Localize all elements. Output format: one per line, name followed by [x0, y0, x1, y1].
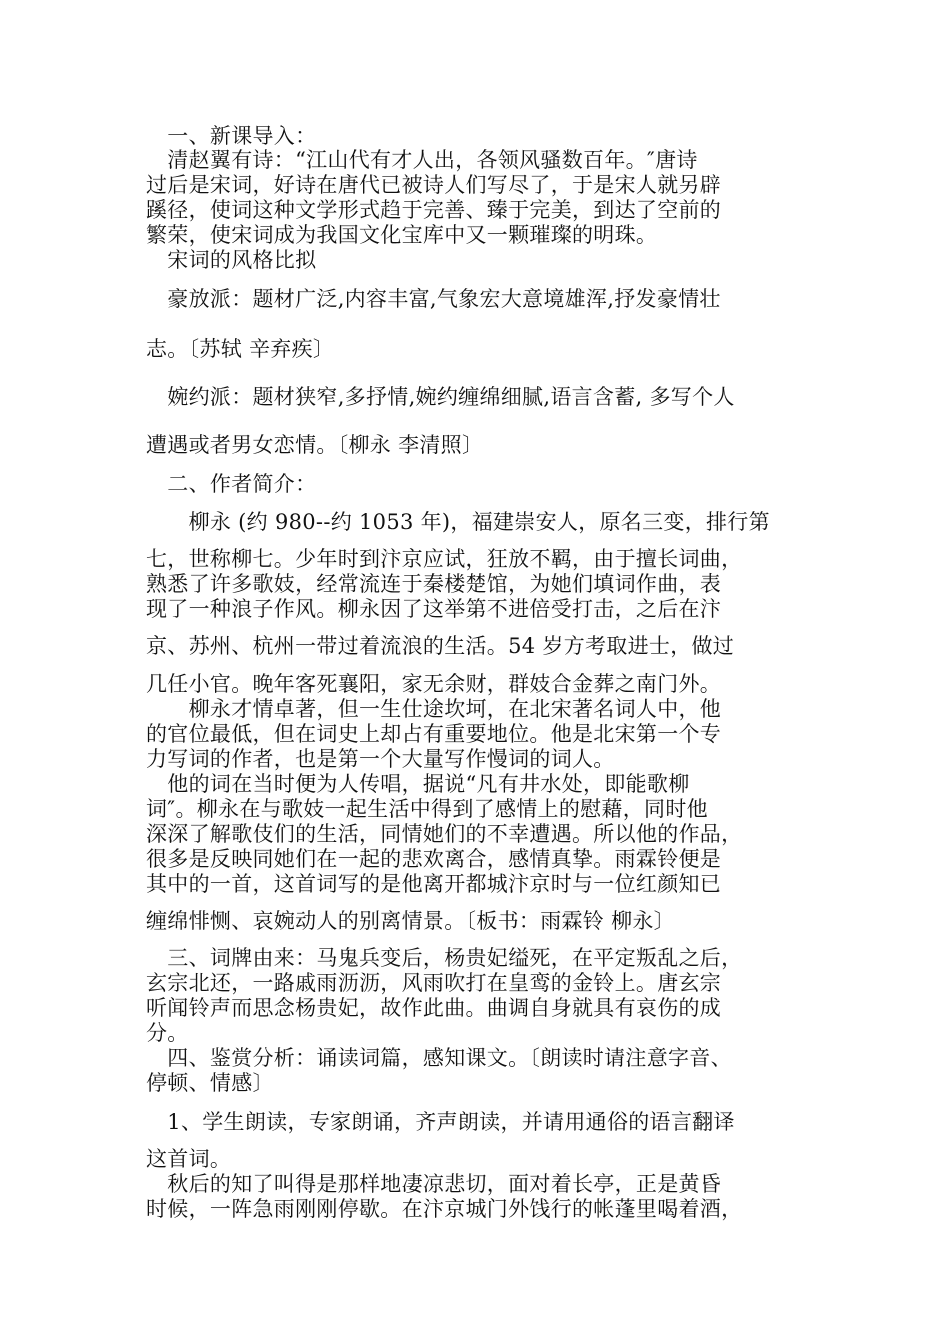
text-line: 繁荣，使宋词成为我国文化宝库中又一颗璀璨的明珠。 — [146, 223, 658, 247]
section-heading-author: 二、作者简介： — [146, 472, 317, 496]
text-line: 豪放派：题材广泛,内容丰富,气象宏大意境雄浑,抒发豪情壮 — [146, 287, 721, 311]
text-line: 这首词。 — [146, 1147, 232, 1171]
text-line: 缠绵悱恻、哀婉动人的别离情景。〔板书：雨霖铃 柳永〕 — [146, 909, 675, 933]
text-line: 清赵翼有诗：“江山代有才人出，各领风骚数百年。″唐诗 — [146, 148, 698, 172]
text-line: 京、苏州、杭州一带过着流浪的生活。54 岁方考取进士，做过 — [146, 634, 735, 658]
text-line: 听闻铃声而思念杨贵妃，故作此曲。曲调自身就具有哀伤的成 — [146, 996, 722, 1020]
text-line: 遭遇或者男女恋情。〔柳永 李清照〕 — [146, 433, 484, 457]
text-line: 分。 — [146, 1021, 189, 1045]
text-line: 熟悉了许多歌妓，经常流连于秦楼楚馆，为她们填词作曲，表 — [146, 572, 722, 596]
text-line: 秋后的知了叫得是那样地凄凉悲切，面对着长亭，正是黄昏 — [146, 1172, 722, 1196]
text-line: 志。〔苏轼 辛弃疾〕 — [146, 337, 335, 361]
text-line: 停顿、情感〕 — [146, 1071, 274, 1095]
text-line: 柳永才情卓著，但一生仕途坎坷，在北宋著名词人中，他 — [146, 697, 722, 721]
text-line: 其中的一首，这首词写的是他离开都城汴京时与一位红颜知已 — [146, 872, 722, 896]
text-line: 深深了解歌伎们的生活，同情她们的不幸遭遇。所以他的作品， — [146, 822, 743, 846]
text-line: 的官位最低，但在词史上却占有重要地位。他是北宋第一个专 — [146, 722, 722, 746]
text-line: 七，世称柳七。少年时到汴京应试，狂放不羁，由于擅长词曲， — [146, 547, 743, 571]
text-line: 词″。柳永在与歌妓一起生活中得到了感情上的慰藉，同时他 — [146, 797, 708, 821]
text-line: 几任小官。晚年客死襄阳，家无余财，群妓合金葬之南门外。 — [146, 672, 722, 696]
subheading: 宋词的风格比拟 — [146, 248, 317, 272]
text-line: 柳永 (约 980--约 1053 年)，福建崇安人，原名三变，排行第 — [146, 510, 770, 534]
text-line: 力写词的作者，也是第一个大量写作慢词的词人。 — [146, 747, 615, 771]
text-line: 现了一种浪子作风。柳永因了这举第不进倍受打击，之后在汴 — [146, 597, 722, 621]
text-line: 玄宗北还，一路戚雨沥沥，风雨吹打在皇鸾的金铃上。唐玄宗 — [146, 971, 722, 995]
text-line: 时候，一阵急雨刚刚停歇。在汴京城门外饯行的帐蓬里喝着酒， — [146, 1197, 743, 1221]
text-line: 他的词在当时便为人传唱，据说“凡有井水处，即能歌柳 — [146, 772, 690, 796]
text-line: 蹊径，使词这种文学形式趋于完善、臻于完美，到达了空前的 — [146, 198, 722, 222]
section-heading-analysis: 四、鉴赏分析：诵读词篇，感知课文。〔朗读时请注意字音、 — [146, 1046, 732, 1070]
section-heading-tune: 三、词牌由来：马鬼兵变后，杨贵妃缢死，在平定叛乱之后， — [146, 946, 743, 970]
section-heading-intro: 一、新课导入： — [146, 124, 317, 148]
text-line: 婉约派：题材狭窄,多抒情,婉约缠绵细腻,语言含蓄, 多写个人 — [146, 385, 735, 409]
text-line: 1、学生朗读，专家朗诵，齐声朗读，并请用通俗的语言翻译 — [146, 1110, 735, 1134]
text-line: 过后是宋词，好诗在唐代已被诗人们写尽了，于是宋人就另辟 — [146, 173, 722, 197]
text-line: 很多是反映同她们在一起的悲欢离合，感情真挚。雨霖铃便是 — [146, 847, 722, 871]
